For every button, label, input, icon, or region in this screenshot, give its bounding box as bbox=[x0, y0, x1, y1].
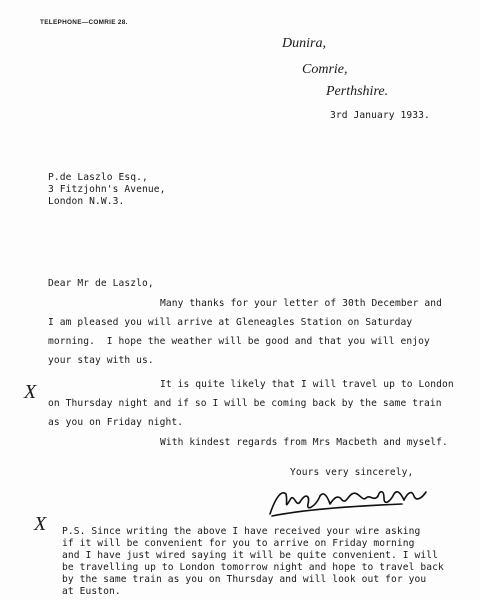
body-p2-line2: on Thursday night and if so I will be coming back by the same train bbox=[48, 398, 442, 409]
letterhead-address-line2: Comrie, bbox=[302, 62, 348, 77]
body-p1-line4: your stay with us. bbox=[48, 355, 154, 366]
body-p3-line1: With kindest regards from Mrs Macbeth and myself. bbox=[160, 437, 448, 448]
letterhead-telephone: TELEPHONE—COMRIE 28. bbox=[40, 19, 128, 26]
closing: Yours very sincerely, bbox=[290, 467, 414, 478]
postscript-line6: at Euston. bbox=[62, 586, 121, 597]
letterhead-address-line3: Perthshire. bbox=[326, 84, 389, 99]
body-p2-line1: It is quite likely that I will travel up to London bbox=[160, 379, 454, 390]
salutation: Dear Mr de Laszlo, bbox=[48, 278, 154, 289]
letterhead-address-line1: Dunira, bbox=[282, 36, 326, 51]
postscript-line4: be travelling up to London tomorrow night and hope to travel back bbox=[62, 562, 444, 573]
postscript-line1: P.S. Since writing the above I have received your wire asking bbox=[62, 526, 421, 537]
letter-date: 3rd January 1933. bbox=[330, 110, 430, 121]
recipient-line2: 3 Fitzjohn's Avenue, bbox=[48, 184, 166, 195]
body-p1-line1: Many thanks for your letter of 30th December and bbox=[160, 298, 443, 309]
postscript-line2: if it will be convenient for you to arrive on Friday morning bbox=[62, 538, 415, 549]
body-p2-line3: as you on Friday night. bbox=[48, 417, 184, 428]
body-p1-line2: I am pleased you will arrive at Gleneagles Station on Saturday bbox=[48, 317, 413, 328]
recipient-line1: P.de Laszlo Esq., bbox=[48, 172, 148, 183]
margin-mark-2: X bbox=[34, 513, 47, 535]
postscript-line5: by the same train as you on Thursday and will look out for you bbox=[62, 574, 427, 585]
margin-mark-1: X bbox=[24, 381, 37, 403]
postscript-line3: and I have just wired saying it will be quite convenient. I will bbox=[62, 550, 439, 561]
recipient-line3: London N.W.3. bbox=[48, 196, 125, 207]
signature bbox=[262, 480, 442, 524]
body-p1-line3: morning. I hope the weather will be good and that you will enjoy bbox=[48, 336, 430, 347]
